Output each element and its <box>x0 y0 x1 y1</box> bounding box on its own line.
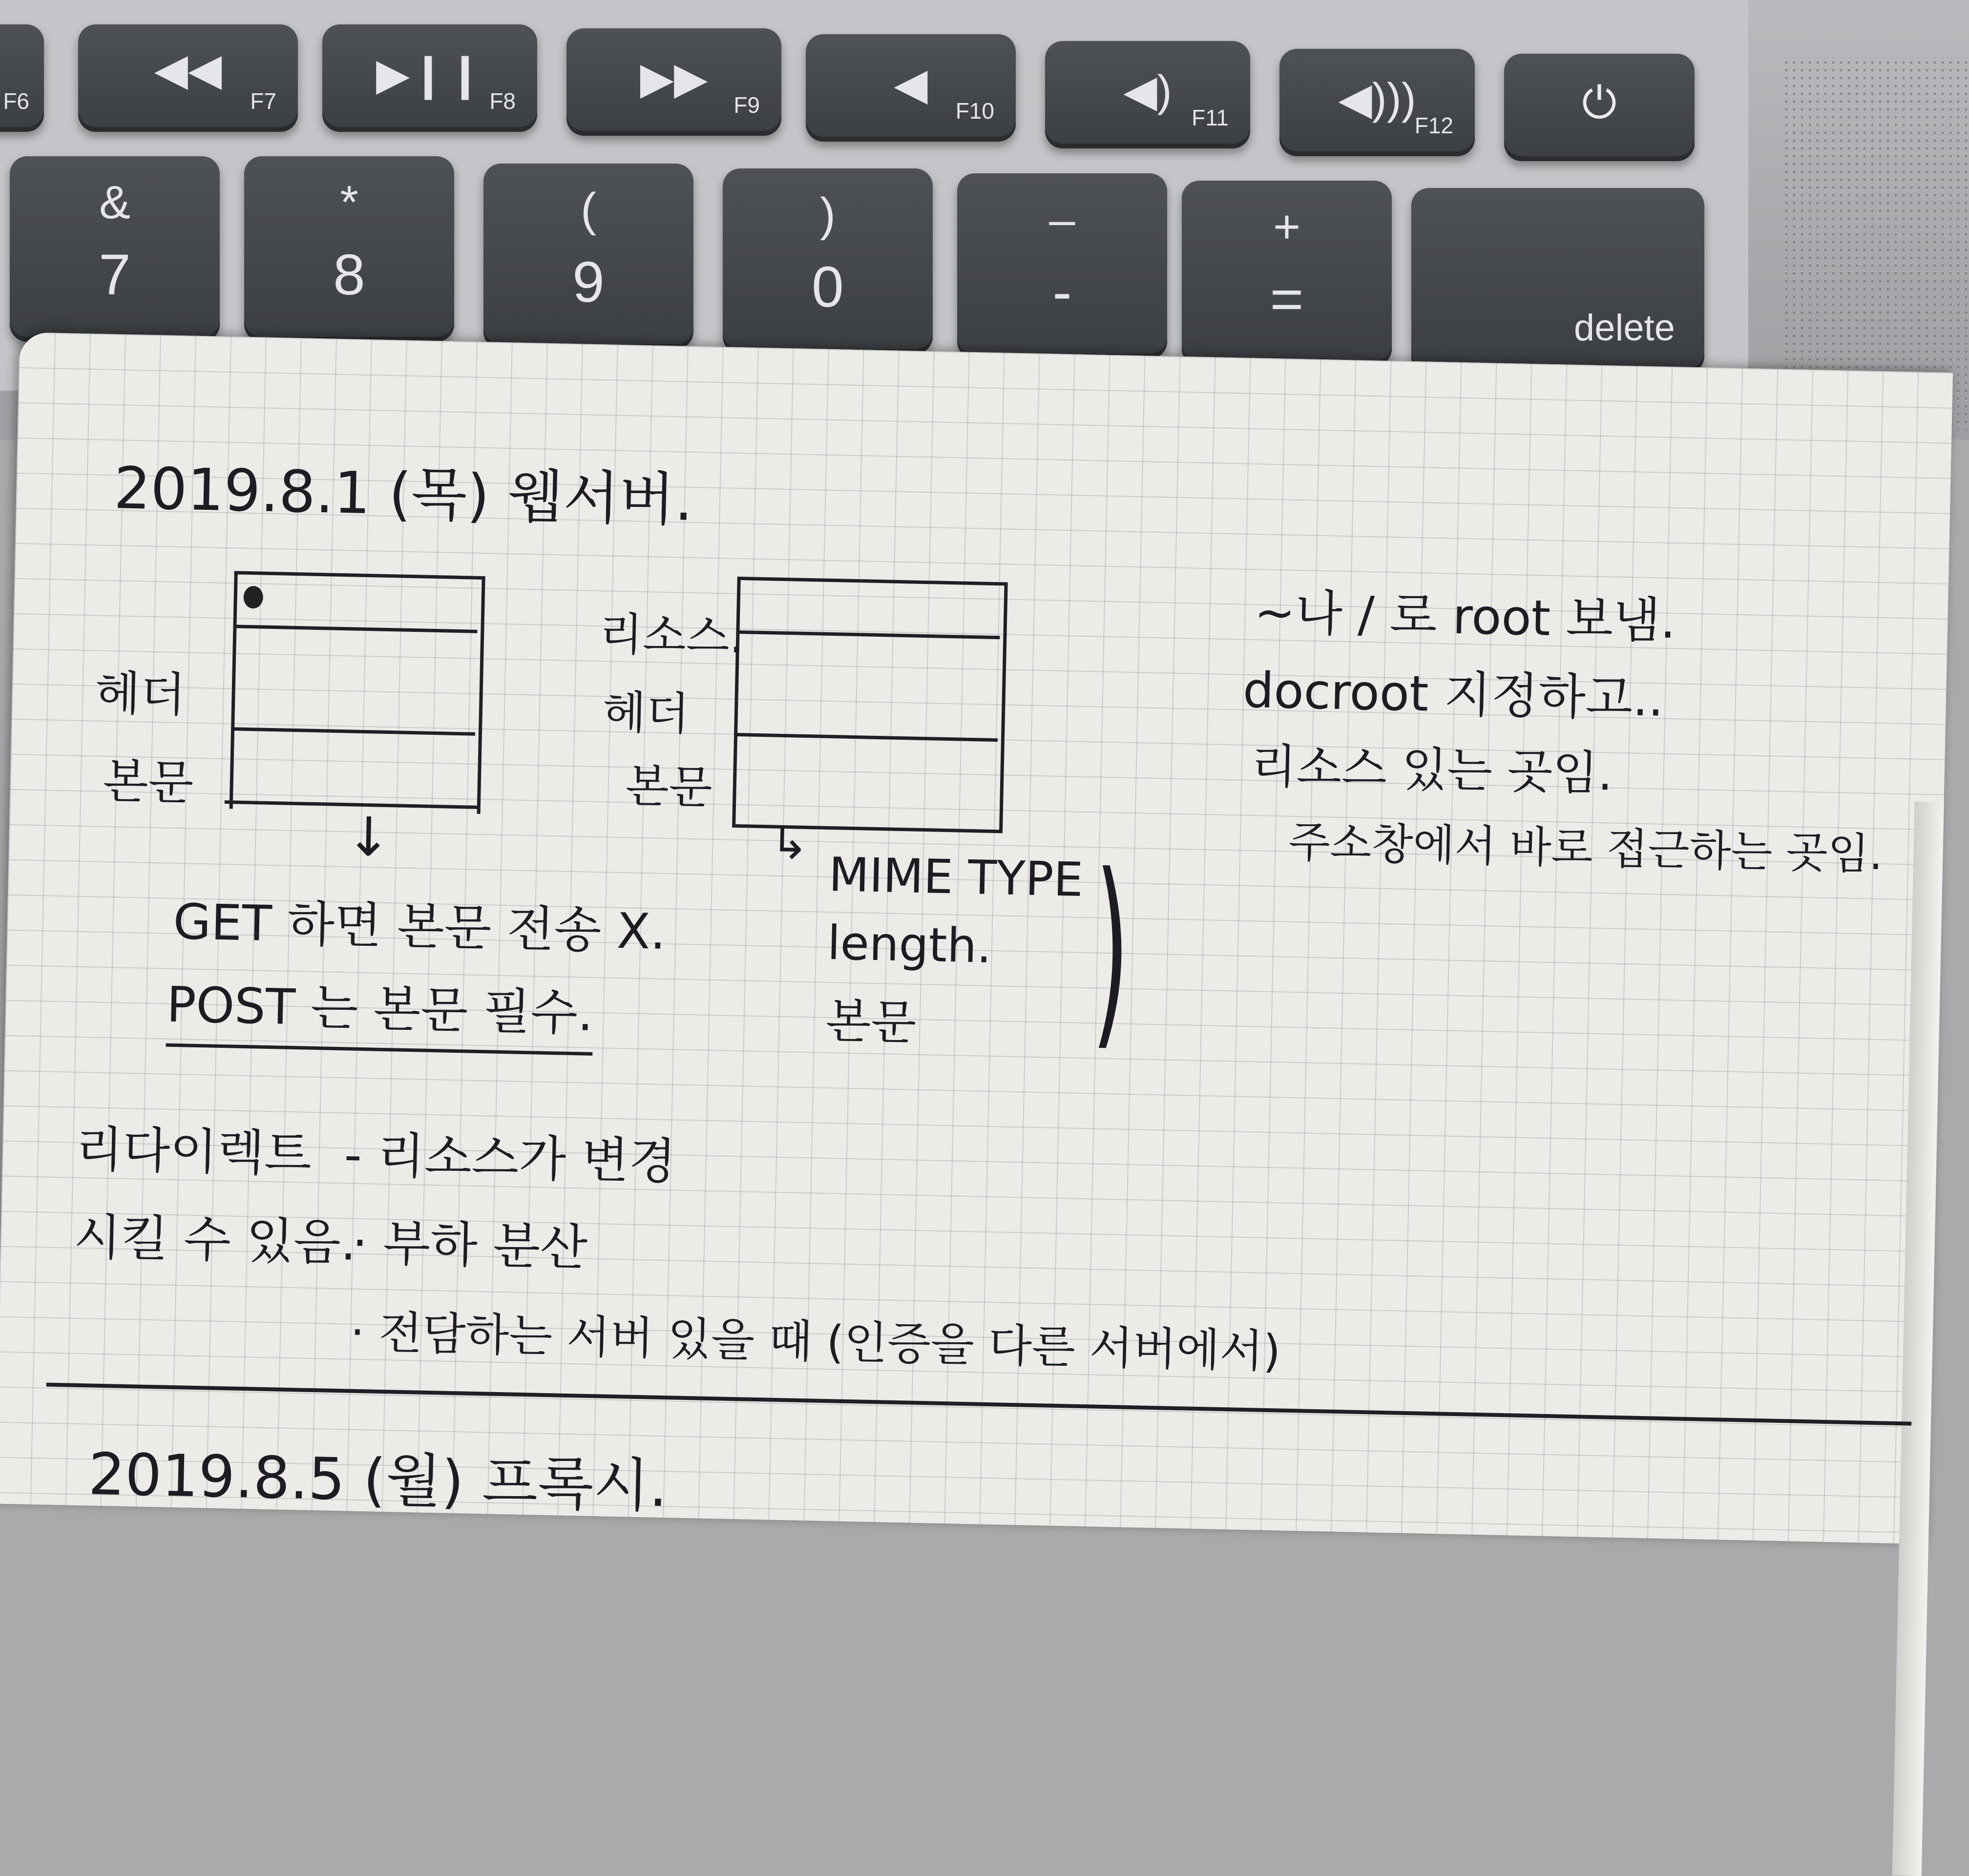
key-f9[interactable] <box>566 28 781 136</box>
response-body-label: 본문 <box>625 760 713 814</box>
key-shift-symbol: ) <box>820 188 836 241</box>
key-f6[interactable] <box>0 24 44 132</box>
power-icon: ⏻ <box>1582 79 1617 127</box>
key-label: F9 <box>733 92 760 118</box>
key-7[interactable] <box>10 156 220 342</box>
rewind-icon: ◀◀ <box>154 45 222 94</box>
response-list-item: length. <box>826 915 992 974</box>
fast-forward-icon: ▶▶ <box>640 54 708 103</box>
key-f10[interactable] <box>806 34 1016 142</box>
key-main-symbol: - <box>1052 260 1072 324</box>
page-edge <box>1892 801 1944 1876</box>
key-0[interactable] <box>723 168 933 354</box>
response-header-label: 헤더 <box>602 686 690 740</box>
key-9[interactable] <box>483 164 693 349</box>
volume-down-icon: ◀) <box>1123 67 1172 116</box>
post-note: POST 는 본문 필수. <box>166 965 594 1056</box>
key-minus[interactable] <box>957 173 1167 359</box>
response-resource-label: 리소스. <box>599 608 745 664</box>
key-main-symbol: 9 <box>572 250 605 314</box>
redirect-sub: 시킬 수 있음. <box>73 1208 357 1272</box>
redirect-note: - 리소스가 변경 <box>343 1126 677 1190</box>
right-note: ~나 / 로 root 보냄. <box>1254 584 1676 650</box>
key-label: F11 <box>1192 105 1229 130</box>
key-main-symbol: 0 <box>812 255 844 319</box>
key-label: F12 <box>1414 113 1453 138</box>
key-shift-symbol: + <box>1273 201 1301 253</box>
right-note: 주소창에서 바로 접근하는 곳임. <box>1288 816 1884 880</box>
right-note: 리소스 있는 곳임. <box>1250 739 1613 801</box>
key-f8[interactable] <box>322 24 537 132</box>
key-equals[interactable] <box>1182 181 1392 366</box>
key-label: F7 <box>250 88 276 114</box>
request-diagram <box>230 571 485 814</box>
response-list-item: 본문 <box>825 993 917 1050</box>
key-f12[interactable] <box>1279 49 1475 156</box>
next-entry-heading: 2019.8.5 (월) 프록시. <box>87 1440 669 1520</box>
load-balance-note: · 부하 분산 <box>351 1214 588 1276</box>
key-8[interactable] <box>244 156 454 342</box>
key-shift-symbol: – <box>1049 193 1075 246</box>
response-diagram <box>732 577 1008 833</box>
key-delete-label: delete <box>1573 307 1675 349</box>
date-heading: 2019.8.1 (목) 웹서버. <box>113 454 694 534</box>
mute-icon: ◀ <box>894 60 928 109</box>
down-arrow-icon: ↓ <box>345 805 392 869</box>
key-delete[interactable] <box>1411 188 1704 374</box>
key-shift-symbol: ( <box>581 184 596 236</box>
auth-server-note: · 전담하는 서버 있을 때 (인증을 다른 서버에서) <box>350 1306 1281 1378</box>
corner-arrow-icon: ↳ <box>770 816 809 870</box>
key-label: F10 <box>955 98 994 124</box>
closing-bracket: ) <box>1090 831 1132 1070</box>
key-power[interactable] <box>1504 54 1695 161</box>
request-header-label: 헤더 <box>94 666 187 723</box>
volume-up-icon: ◀))) <box>1338 75 1416 124</box>
key-shift-symbol: & <box>99 176 131 229</box>
key-f7[interactable] <box>78 24 298 132</box>
key-label: F6 <box>3 88 29 114</box>
key-f11[interactable] <box>1045 41 1250 148</box>
get-note: GET 하면 본문 전송 X. <box>172 893 667 960</box>
key-main-symbol: = <box>1270 267 1304 332</box>
key-shift-symbol: * <box>340 176 358 229</box>
key-main-symbol: 7 <box>99 243 131 307</box>
redirect-label: 리다이렉트 <box>75 1120 313 1183</box>
play-pause-icon: ▶❙❙ <box>376 50 484 99</box>
key-main-symbol: 8 <box>333 243 365 307</box>
key-label: F8 <box>489 88 516 114</box>
response-list-item: MIME TYPE <box>828 847 1084 907</box>
section-divider <box>46 1383 1911 1426</box>
keyboard <box>0 0 1748 391</box>
right-note: docroot 지정하고.. <box>1242 661 1665 728</box>
notebook-page <box>0 332 1953 1544</box>
request-body-label: 본문 <box>102 753 194 811</box>
